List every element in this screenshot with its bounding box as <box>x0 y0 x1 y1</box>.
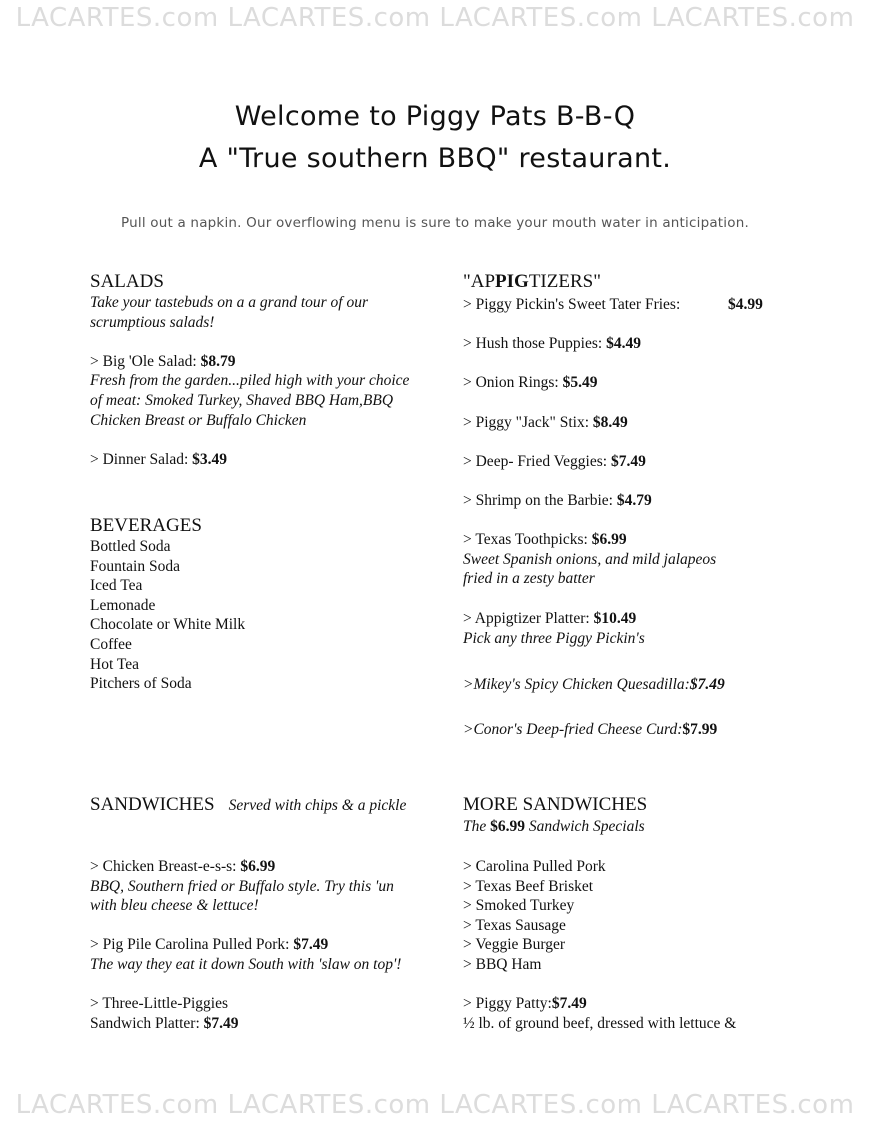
item-price: $6.99 <box>591 531 627 548</box>
beverage-item: Pitchers of Soda <box>90 675 192 693</box>
item-price: $7.49 <box>689 676 725 693</box>
item-description: Sweet Spanish onions, and mild jalapeos <box>463 550 717 568</box>
item-label: > Hush those Puppies: <box>463 335 607 352</box>
item-label: > Onion Rings: <box>463 374 563 391</box>
menu-item-dinner-salad <box>90 450 409 470</box>
item-label: > Deep- Fried Veggies: <box>463 453 611 470</box>
beverage-item: Chocolate or White Milk <box>90 616 246 634</box>
sandwiches-subtitle: Served with chips & a pickle <box>228 797 407 814</box>
menu-item-appigtizer-platter <box>463 609 645 648</box>
item-price: $5.49 <box>562 374 598 391</box>
salads-intro-line-2: scrumptious salads! <box>90 313 215 331</box>
item-label: Sandwich Platter: <box>90 1014 204 1032</box>
beverage-item: Iced Tea <box>90 577 143 595</box>
heading-part: "AP <box>463 271 496 292</box>
salads-section <box>90 271 409 469</box>
item-description: BBQ, Southern fried or Buffalo style. Try this 'un <box>90 877 394 895</box>
menu-item-fried-veggies <box>463 452 646 472</box>
more-sandwiches-heading: MORE SANDWICHES <box>463 794 648 815</box>
subtitle-part: The <box>463 818 491 835</box>
item-label: > Texas Toothpicks: <box>463 531 592 548</box>
salads-heading: SALADS <box>90 271 164 292</box>
item-label: > Piggy Pickin's Sweet Tater Fries: <box>463 296 681 313</box>
beverage-item: Fountain Soda <box>90 557 180 575</box>
more-sandwiches-subtitle <box>463 817 647 837</box>
heading-part: PIG <box>495 271 529 292</box>
sandwich-special-item: > Veggie Burger <box>463 936 566 954</box>
item-price: $7.99 <box>682 721 718 738</box>
menu-item-pig-pile <box>90 935 401 955</box>
menu-item-three-little-piggies-price <box>90 1014 401 1034</box>
menu-item-jack-stix <box>463 413 628 433</box>
beverages-section <box>90 515 245 694</box>
subtitle-part: Sandwich Specials <box>525 818 645 835</box>
sandwich-special-item: > Smoked Turkey <box>463 897 575 915</box>
item-label: >Mikey's Spicy Chicken Quesadilla: <box>463 676 690 693</box>
subtitle-price: $6.99 <box>490 818 525 835</box>
item-label: > Big 'Ole Salad: <box>90 352 201 370</box>
menu-item-onion-rings <box>463 373 597 393</box>
item-price: $8.49 <box>592 414 628 431</box>
item-description: fried in a zesty batter <box>463 570 595 588</box>
item-price: $4.49 <box>606 335 641 352</box>
item-label: >Conor's Deep-fried Cheese Curd: <box>463 721 683 738</box>
menu-item-cheese-curd <box>463 720 717 740</box>
beverage-item: Hot Tea <box>90 655 139 673</box>
item-description: Chicken Breast or Buffalo Chicken <box>90 411 307 429</box>
more-sandwiches-items <box>463 857 736 1033</box>
item-price: $7.49 <box>293 936 329 954</box>
sandwiches-items <box>90 857 401 1033</box>
item-description: Pick any three Piggy Pickin's <box>463 629 645 647</box>
item-price: $3.49 <box>192 450 228 468</box>
item-description: Fresh from the garden...piled high with your choice <box>90 372 410 390</box>
item-price: $4.79 <box>616 492 652 509</box>
sandwiches-heading: SANDWICHES <box>90 794 215 815</box>
page-title: Welcome to Piggy Pats B-B-Q <box>234 101 636 132</box>
sandwich-special-item: > Texas Sausage <box>463 916 566 934</box>
item-price: $8.79 <box>200 352 236 370</box>
item-description: with bleu cheese & lettuce! <box>90 897 259 915</box>
menu-item-sweet-tater-fries <box>463 295 680 315</box>
heading-part: TIZERS" <box>528 271 601 292</box>
item-price: $10.49 <box>593 610 637 627</box>
menu-item-piggy-patty <box>463 994 736 1014</box>
appetizers-section <box>463 271 601 293</box>
item-label: > Piggy "Jack" Stix: <box>463 414 593 431</box>
watermark-top: LACARTES.com LACARTES.com LACARTES.com LACARTES.com <box>15 3 855 33</box>
beverages-heading: BEVERAGES <box>90 515 202 536</box>
item-label: > Shrimp on the Barbie: <box>463 492 617 509</box>
item-description: of meat: Smoked Turkey, Shaved BBQ Ham,BBQ <box>90 391 394 409</box>
menu-item-texas-toothpicks <box>463 530 716 589</box>
page-subtitle: A "True southern BBQ" restaurant. <box>198 143 672 174</box>
menu-item-big-ole-salad <box>90 352 409 372</box>
appetizers-heading <box>463 271 601 293</box>
sandwich-special-item: > Carolina Pulled Pork <box>463 858 606 875</box>
tagline: Pull out a napkin. Our overflowing menu is sure to make your mouth water in anticipation. <box>121 215 749 231</box>
menu-item-chicken-breast <box>90 857 401 877</box>
item-price: $7.49 <box>610 453 646 470</box>
sandwiches-heading-row <box>90 794 406 816</box>
menu-item-shrimp <box>463 491 652 511</box>
beverage-item: Bottled Soda <box>90 538 171 555</box>
sandwich-special-item: > BBQ Ham <box>463 955 542 973</box>
item-price: $7.49 <box>203 1014 239 1032</box>
menu-item-hush-puppies <box>463 334 641 354</box>
item-label: > Pig Pile Carolina Pulled Pork: <box>90 936 294 954</box>
beverage-item: Coffee <box>90 635 132 653</box>
item-label: > Dinner Salad: <box>90 450 193 468</box>
item-label: > Chicken Breast-e-s-s: <box>90 858 241 875</box>
menu-item-three-little-piggies: > Three-Little-Piggies <box>90 995 229 1013</box>
item-label: > Appigtizer Platter: <box>463 610 594 627</box>
item-price: $6.99 <box>240 858 276 875</box>
watermark-bottom: LACARTES.com LACARTES.com LACARTES.com LACARTES.com <box>15 1090 855 1120</box>
item-description: The way they eat it down South with 'slaw on top'! <box>90 955 402 973</box>
menu-item-quesadilla <box>463 675 725 695</box>
salads-intro-line-1: Take your tastebuds on a a grand tour of our <box>90 294 369 311</box>
item-price: $4.99 <box>728 296 763 313</box>
more-sandwiches-section <box>463 794 647 837</box>
item-description: ½ lb. of ground beef, dressed with lettuce & <box>463 1014 737 1032</box>
sandwich-special-item: > Texas Beef Brisket <box>463 877 594 895</box>
item-price: $7.49 <box>551 995 587 1013</box>
item-label: > Piggy Patty: <box>463 995 552 1013</box>
beverage-item: Lemonade <box>90 596 156 614</box>
